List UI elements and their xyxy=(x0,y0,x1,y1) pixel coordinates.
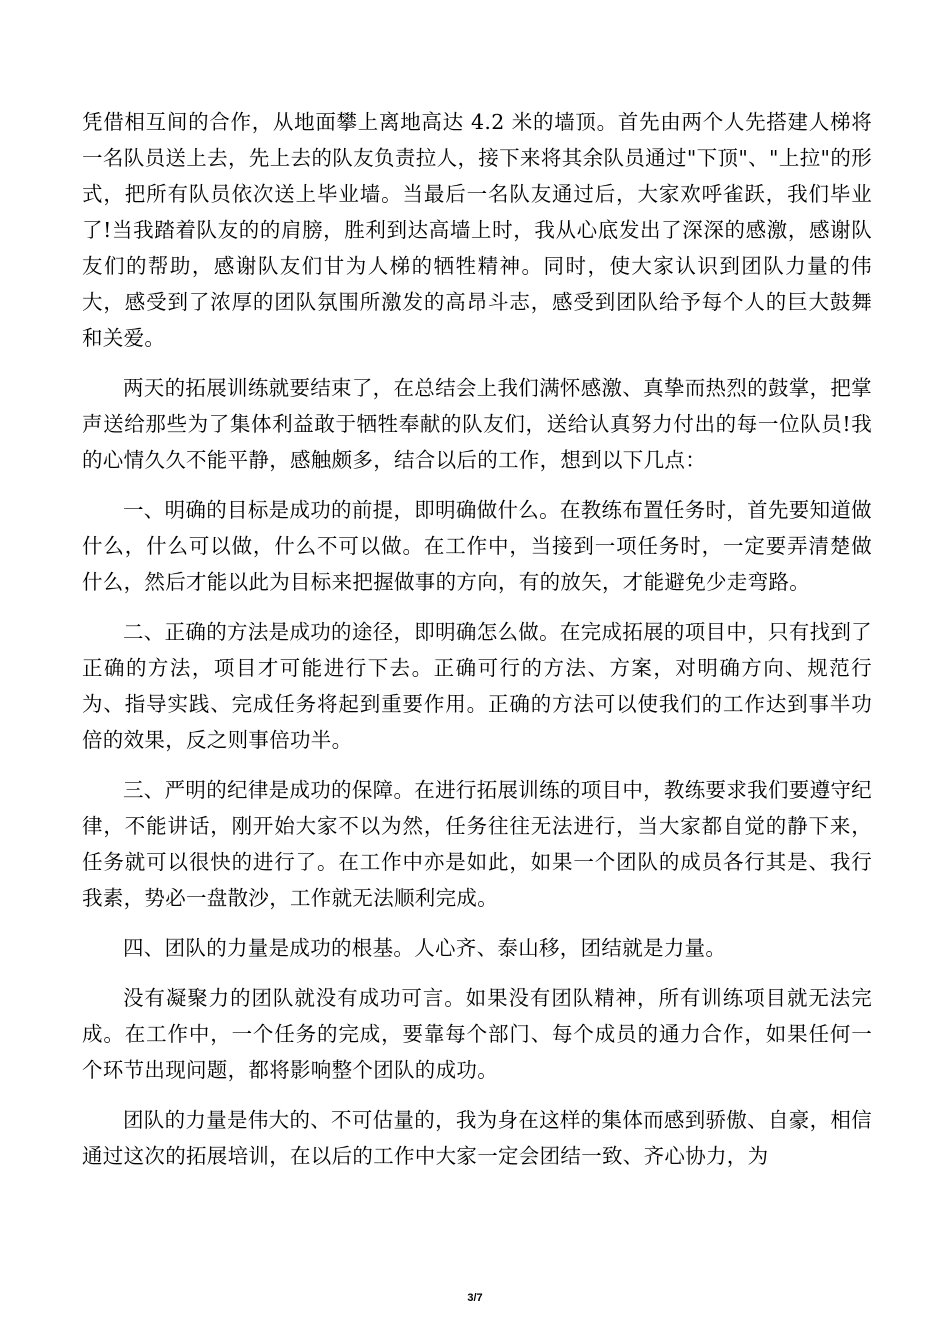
paragraph-1: 凭借相互间的合作，从地面攀上离地高达 4.2 米的墙顶。首先由两个人先搭建人梯将一名队员送上去，先上去的队友负责拉人，接下来将其余队员通过"下顶"、"上拉"的形式，把所有队员依次送上毕业墙。当最后一名队友通过后，大家欢呼雀跃，我们毕业了!当我踏着队友的的肩膀，胜利到达高墙上时，我从心底发出了深深的感激，感谢队友们的帮助，感谢队友们甘为人梯的牺牲精神。同时，使大家认识到团队力量的伟大，感受到了浓厚的团队氛围所激发的高昂斗志，感受到团队给予每个人的巨大鼓舞和关爱。 xyxy=(82,110,872,350)
document-body xyxy=(82,104,872,1174)
paragraph-7: 没有凝聚力的团队就没有成功可言。如果没有团队精神，所有训练项目就无法完成。在工作中，一个任务的完成，要靠每个部门、每个成员的通力合作，如果任何一个环节出现问题，都将影响整个团队的成功。 xyxy=(82,986,872,1082)
paragraph-4: 二、正确的方法是成功的途径，即明确怎么做。在完成拓展的项目中，只有找到了正确的方法，项目才可能进行下去。正确可行的方法、方案，对明确方向、规范行为、指导实践、完成任务将起到重要作用。正确的方法可以使我们的工作达到事半功倍的效果，反之则事倍功半。 xyxy=(82,620,872,752)
paragraph-2: 两天的拓展训练就要结束了，在总结会上我们满怀感激、真挚而热烈的鼓掌，把掌声送给那些为了集体利益敢于牺牲奉献的队友们，送给认真努力付出的每一位队员!我的心情久久不能平静，感触颇多，结合以后的工作，想到以下几点： xyxy=(82,376,872,472)
paragraph-8: 团队的力量是伟大的、不可估量的，我为身在这样的集体而感到骄傲、自豪，相信通过这次的拓展培训，在以后的工作中大家一定会团结一致、齐心协力，为 xyxy=(82,1108,872,1168)
paragraph-3: 一、明确的目标是成功的前提，即明确做什么。在教练布置任务时，首先要知道做什么，什么可以做，什么不可以做。在工作中，当接到一项任务时，一定要弄清楚做什么，然后才能以此为目标来把握做事的方向，有的放矢，才能避免少走弯路。 xyxy=(82,498,872,594)
paragraph-5: 三、严明的纪律是成功的保障。在进行拓展训练的项目中，教练要求我们要遵守纪律，不能讲话，刚开始大家不以为然，任务往往无法进行，当大家都自觉的静下来，任务就可以很快的进行了。在工作中亦是如此，如果一个团队的成员各行其是、我行我素，势必一盘散沙，工作就无法顺利完成。 xyxy=(82,778,872,910)
page-number: 3/7 xyxy=(467,1292,483,1304)
paragraph-6: 四、团队的力量是成功的根基。人心齐、泰山移，团结就是力量。 xyxy=(123,936,727,960)
